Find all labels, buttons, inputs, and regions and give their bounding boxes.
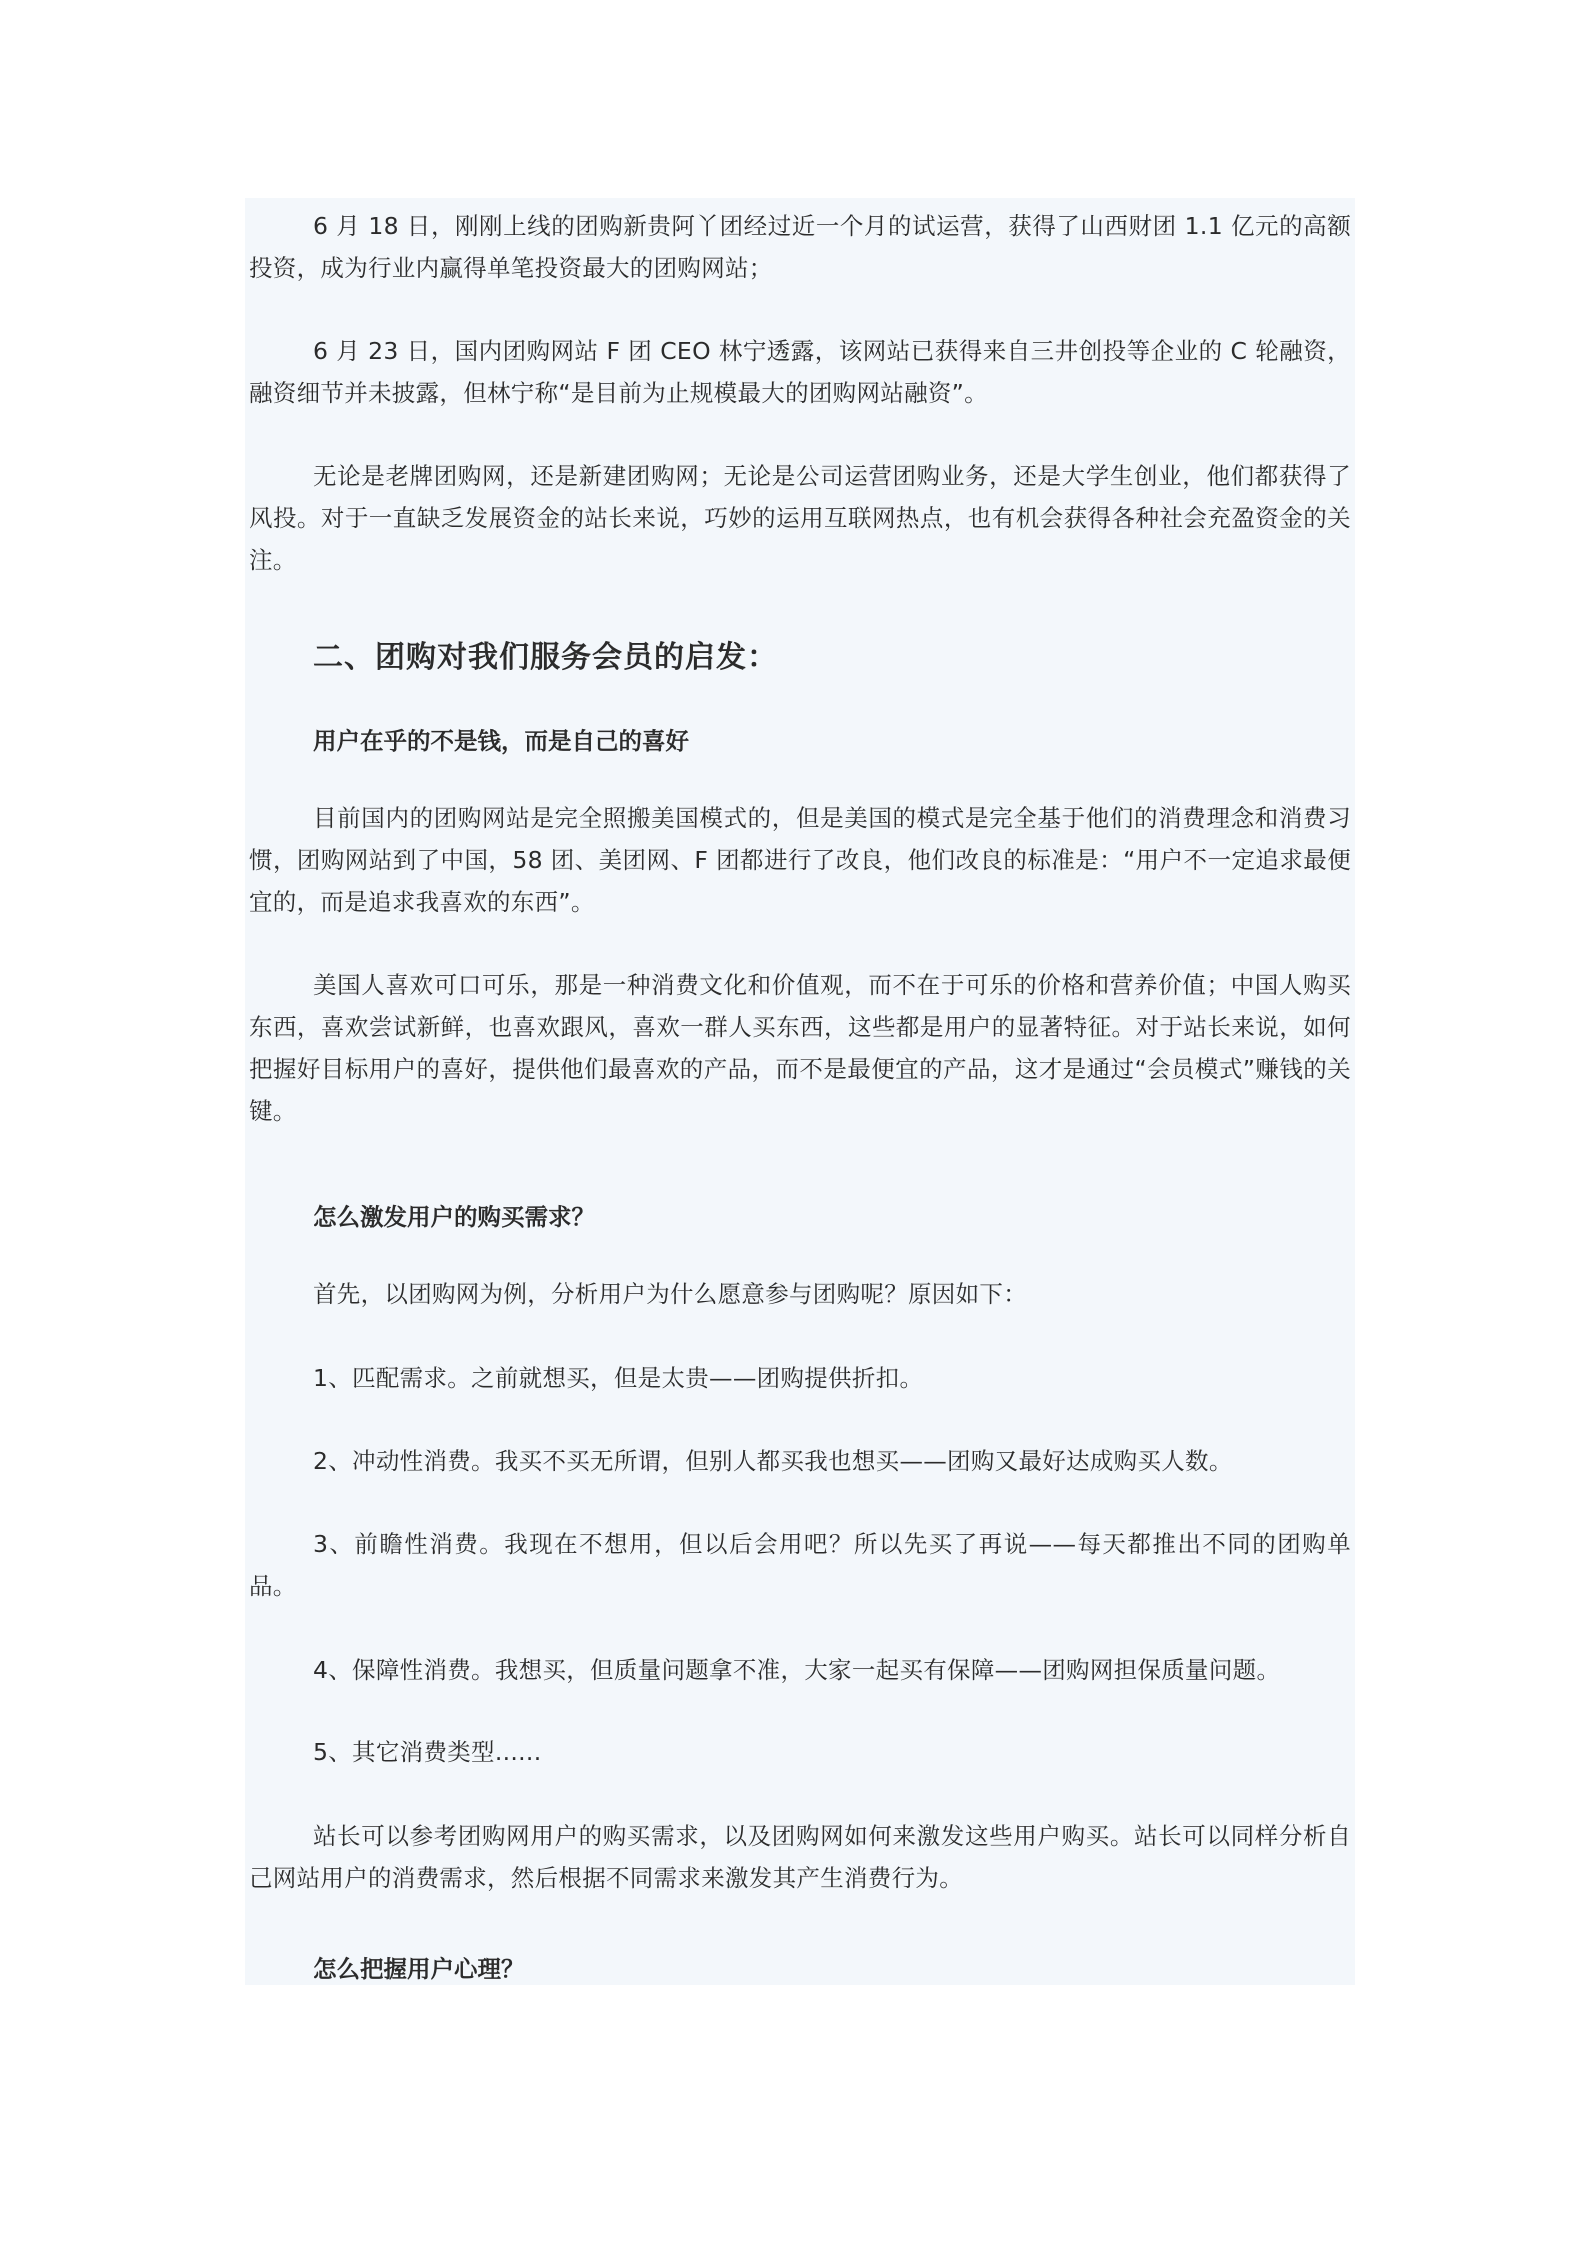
subheading-user-psychology: 怎么把握用户心理？ [313,1955,525,1983]
subheading-user-preference: 用户在乎的不是钱，而是自己的喜好 [313,727,689,755]
list-item-1: 1、匹配需求。之前就想买，但是太贵——团购提供折扣。 [313,1364,924,1392]
paragraph-user-habits: 美国人喜欢可口可乐，那是一种消费文化和价值观，而不在于可乐的价格和营养价值；中国人购买东西，喜欢尝试新鲜，也喜欢跟风，喜欢一群人买东西，这些都是用户的显著特征。对于站长来说，如何把握好目标用户的喜好，提供他们最喜欢的产品，而不是最便宜的产品，这才是通过“会员模式”赚钱的关键。 [249,971,1351,1125]
paragraph-china-model: 目前国内的团购网站是完全照搬美国模式的，但是美国的模式是完全基于他们的消费理念和消费习惯，团购网站到了中国，58 团、美团网、F 团都进行了改良，他们改良的标准是：“用户不一定追求最便宜的，而是追求我喜欢的东西”。 [249,804,1351,916]
paragraph-intro: 首先，以团购网为例，分析用户为什么愿意参与团购呢？原因如下： [313,1280,1027,1308]
paragraph-funding-3: 无论是老牌团购网，还是新建团购网；无论是公司运营团购业务，还是大学生创业，他们都获得了风投。对于一直缺乏发展资金的站长来说，巧妙的运用互联网热点，也有机会获得各种社会充盈资金的关注。 [249,462,1351,574]
list-item-3: 3、前瞻性消费。我现在不想用，但以后会用吧？所以先买了再说——每天都推出不同的团购单品。 [249,1530,1351,1600]
section-heading: 二、团购对我们服务会员的启发： [313,640,778,675]
list-item-2: 2、冲动性消费。我买不买无所谓，但别人都买我也想买——团购又最好达成购买人数。 [313,1447,1233,1475]
paragraph-conclusion: 站长可以参考团购网用户的购买需求，以及团购网如何来激发这些用户购买。站长可以同样分析自己网站用户的消费需求，然后根据不同需求来激发其产生消费行为。 [249,1822,1351,1892]
list-item-5: 5、其它消费类型...... [313,1738,542,1766]
list-item-4: 4、保障性消费。我想买，但质量问题拿不准，大家一起买有保障——团购网担保质量问题。 [313,1656,1281,1684]
paragraph-funding-2: 6 月 23 日，国内团购网站 F 团 CEO 林宁透露，该网站已获得来自三井创投等企业的 C 轮融资，融资细节并未披露，但林宁称“是目前为止规模最大的团购网站融资”。 [249,337,1351,407]
subheading-purchase-demand: 怎么激发用户的购买需求？ [313,1203,595,1231]
paragraph-funding-1: 6 月 18 日，刚刚上线的团购新贵阿丫团经过近一个月的试运营，获得了山西财团 1.1 亿元的高额投资，成为行业内赢得单笔投资最大的团购网站； [249,212,1351,282]
